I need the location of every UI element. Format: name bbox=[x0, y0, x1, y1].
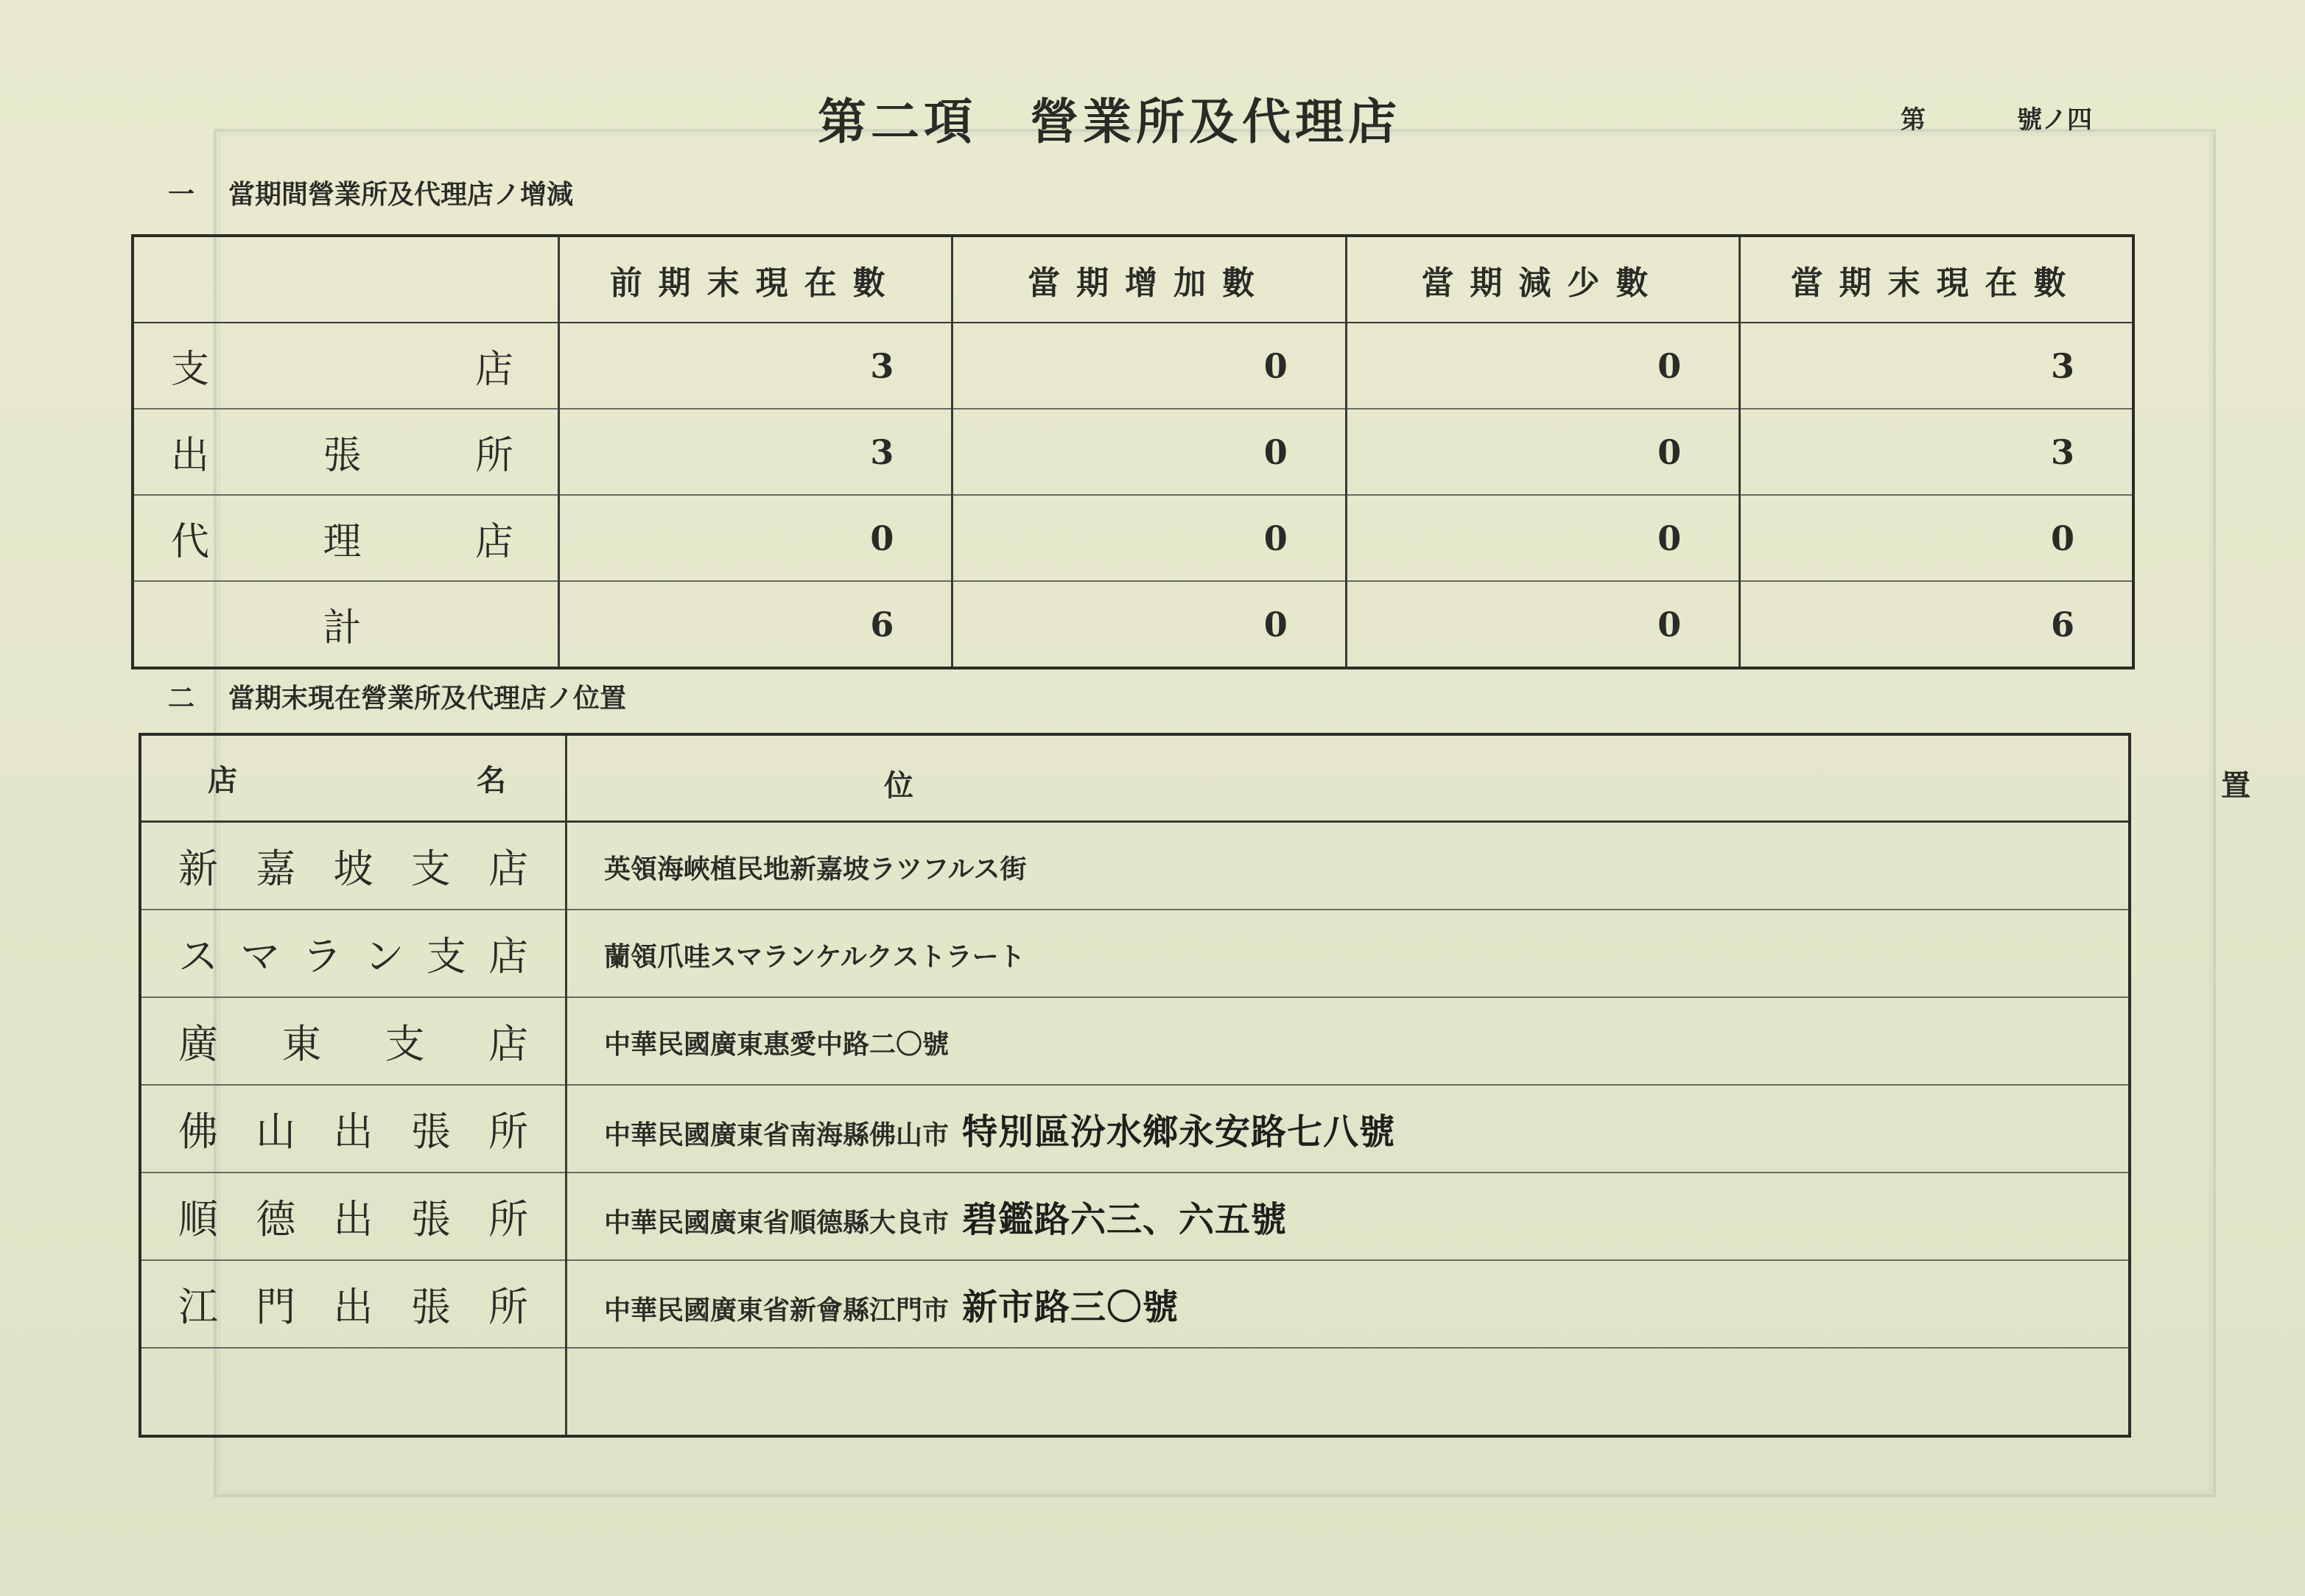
branch-name-text bbox=[178, 925, 528, 982]
value-cell bbox=[952, 581, 1346, 668]
page-number bbox=[1901, 99, 2092, 136]
label-char: 所 bbox=[474, 434, 513, 478]
table-row-empty bbox=[140, 1348, 2130, 1436]
value-cell bbox=[1346, 581, 1739, 668]
label-char: 張 bbox=[410, 1108, 451, 1155]
branch-address bbox=[566, 1085, 2130, 1173]
table-row bbox=[140, 1260, 2130, 1348]
label-char: 出 bbox=[333, 1196, 373, 1242]
value-text: 0 bbox=[870, 518, 894, 558]
table-row bbox=[133, 409, 2133, 495]
value-text: 0 bbox=[1657, 345, 1682, 386]
value-cell bbox=[1346, 323, 1739, 409]
branch-address bbox=[566, 822, 2130, 910]
row-label-text bbox=[171, 510, 513, 566]
label-char: 出 bbox=[333, 1284, 373, 1330]
label-char: 店 bbox=[488, 846, 528, 892]
value-cell bbox=[952, 323, 1346, 409]
value-text: 0 bbox=[1263, 345, 1288, 386]
label-char: 所 bbox=[488, 1196, 528, 1242]
label-char: 所 bbox=[488, 1284, 528, 1330]
header-blank-cell bbox=[133, 236, 559, 323]
value-cell bbox=[1740, 581, 2133, 668]
value-cell bbox=[559, 495, 952, 581]
address-text: 中華民國廣東省南海縣佛山市 bbox=[604, 1119, 950, 1150]
label-char: 店 bbox=[474, 520, 513, 564]
label-char: 代 bbox=[171, 520, 210, 564]
label-char: 支 bbox=[385, 1021, 425, 1067]
branch-name bbox=[140, 1085, 566, 1173]
table-header-row bbox=[133, 236, 2133, 323]
label-char: 支 bbox=[426, 933, 466, 980]
branch-name bbox=[140, 910, 566, 997]
label-char: 理 bbox=[323, 520, 362, 564]
value-text: 6 bbox=[2050, 604, 2074, 644]
label-char: 新 bbox=[178, 846, 218, 892]
row-label-text: 計 bbox=[323, 606, 362, 650]
value-cell bbox=[1346, 495, 1739, 581]
branch-name bbox=[140, 1260, 566, 1348]
label-char: 張 bbox=[410, 1284, 451, 1330]
col-header-name bbox=[140, 734, 566, 822]
col-header-location-b: 置 bbox=[2221, 768, 2250, 803]
col-header-decrease: 當期減少數 bbox=[1346, 236, 1739, 323]
branch-address bbox=[566, 1173, 2130, 1260]
col-header-increase: 當期增加數 bbox=[952, 236, 1346, 323]
col-header-current: 當期末現在數 bbox=[1740, 236, 2133, 323]
page-number-prefix: 第 bbox=[1901, 105, 1926, 135]
label-char: 支 bbox=[171, 348, 210, 392]
label-char: 門 bbox=[256, 1284, 296, 1330]
branch-name-text bbox=[178, 1276, 528, 1332]
value-text: 6 bbox=[870, 604, 894, 644]
col-header-name-a: 店 bbox=[208, 763, 237, 798]
row-label-total bbox=[133, 581, 559, 668]
value-cell bbox=[952, 495, 1346, 581]
address-extra: 新市路三〇號 bbox=[962, 1287, 1179, 1328]
section2-title: 當期末現在營業所及代理店ノ位置 bbox=[228, 683, 627, 714]
branch-name-text bbox=[178, 837, 528, 894]
value-text: 0 bbox=[1263, 432, 1288, 472]
section1-heading bbox=[168, 174, 573, 211]
label-char: ス bbox=[178, 933, 218, 980]
label-char: 支 bbox=[410, 846, 451, 892]
section1-number: 一 bbox=[168, 179, 195, 210]
address-text: 中華民國廣東省新會縣江門市 bbox=[604, 1295, 950, 1326]
table-row-total bbox=[133, 581, 2133, 668]
row-label bbox=[133, 495, 559, 581]
address-text: 中華民國廣東惠愛中路二〇號 bbox=[604, 1028, 950, 1060]
address-text: 中華民國廣東省順德縣大良市 bbox=[604, 1207, 950, 1238]
value-cell bbox=[559, 409, 952, 495]
value-text: 0 bbox=[1657, 432, 1682, 472]
table-row bbox=[133, 323, 2133, 409]
col-header-location-a: 位 bbox=[884, 768, 913, 803]
label-char: 嘉 bbox=[256, 846, 296, 892]
label-char: 廣 bbox=[178, 1021, 218, 1067]
branch-name bbox=[140, 822, 566, 910]
row-label bbox=[133, 409, 559, 495]
col-header-name-b: 名 bbox=[477, 763, 506, 798]
section1-title: 當期間營業所及代理店ノ增減 bbox=[228, 179, 574, 210]
value-text: 0 bbox=[2050, 518, 2074, 558]
label-char: 順 bbox=[178, 1196, 218, 1242]
value-text: 0 bbox=[1263, 604, 1288, 644]
address-extra: 特別區汾水鄉永安路七八號 bbox=[962, 1111, 1396, 1153]
branch-change-table bbox=[131, 234, 2135, 669]
table-header-row bbox=[140, 734, 2130, 822]
value-text: 3 bbox=[2050, 432, 2074, 472]
label-char: 東 bbox=[281, 1021, 322, 1067]
value-text: 0 bbox=[1657, 518, 1682, 558]
branch-name-text bbox=[178, 1188, 528, 1245]
empty-cell bbox=[140, 1348, 566, 1436]
table-row bbox=[140, 822, 2130, 910]
section2-heading bbox=[168, 678, 626, 715]
table-row bbox=[133, 495, 2133, 581]
page-number-value: 號ノ四 bbox=[2017, 105, 2092, 135]
value-cell bbox=[1346, 409, 1739, 495]
label-char: 江 bbox=[178, 1284, 218, 1330]
value-cell bbox=[952, 409, 1346, 495]
table-row bbox=[140, 910, 2130, 997]
label-char: 所 bbox=[488, 1108, 528, 1155]
value-cell bbox=[1740, 495, 2133, 581]
value-text: 3 bbox=[2050, 345, 2074, 386]
label-char: 坡 bbox=[333, 846, 373, 892]
page-title: 第二項 營業所及代理店 bbox=[818, 93, 1401, 150]
label-char: 張 bbox=[410, 1196, 451, 1242]
section2-number: 二 bbox=[168, 683, 195, 714]
empty-cell bbox=[566, 1348, 2130, 1436]
label-char: ラ bbox=[302, 933, 343, 980]
value-cell bbox=[1740, 323, 2133, 409]
label-char: 佛 bbox=[178, 1108, 218, 1155]
label-char: 張 bbox=[323, 434, 362, 478]
branch-address bbox=[566, 997, 2130, 1085]
col-header-location bbox=[566, 734, 2250, 822]
col-header-name-text bbox=[141, 757, 565, 799]
address-text: 蘭領爪哇スマランケルクストラート bbox=[604, 941, 1025, 972]
branch-location-table bbox=[138, 733, 2250, 1438]
table-row bbox=[140, 997, 2130, 1085]
address-extra: 碧鑑路六三、六五號 bbox=[962, 1199, 1288, 1240]
label-char: 出 bbox=[171, 434, 210, 478]
label-char: マ bbox=[240, 933, 281, 980]
branch-address bbox=[566, 910, 2130, 997]
col-header-prev: 前期末現在數 bbox=[559, 236, 952, 323]
branch-name bbox=[140, 1173, 566, 1260]
table-row bbox=[140, 1085, 2130, 1173]
value-cell bbox=[1740, 409, 2133, 495]
row-label-text bbox=[171, 424, 513, 479]
row-label-text bbox=[171, 338, 513, 393]
table-row bbox=[140, 1173, 2130, 1260]
label-char: 山 bbox=[256, 1108, 296, 1155]
label-char: 德 bbox=[256, 1196, 296, 1242]
address-text: 英領海峽植民地新嘉坡ラツフルス街 bbox=[604, 853, 1027, 885]
value-text: 0 bbox=[1657, 604, 1682, 644]
branch-address bbox=[566, 1260, 2130, 1348]
value-text: 3 bbox=[870, 432, 894, 472]
value-text: 0 bbox=[1263, 518, 1288, 558]
label-char: 店 bbox=[488, 933, 528, 980]
label-char: 店 bbox=[488, 1021, 528, 1067]
value-cell bbox=[559, 581, 952, 668]
label-char: 出 bbox=[333, 1108, 373, 1155]
value-cell bbox=[559, 323, 952, 409]
branch-name-text bbox=[178, 1013, 528, 1069]
label-char: ン bbox=[364, 933, 404, 980]
value-text: 3 bbox=[870, 345, 894, 386]
row-label bbox=[133, 323, 559, 409]
label-char: 店 bbox=[474, 348, 513, 392]
branch-name-text bbox=[178, 1100, 528, 1157]
branch-name bbox=[140, 997, 566, 1085]
